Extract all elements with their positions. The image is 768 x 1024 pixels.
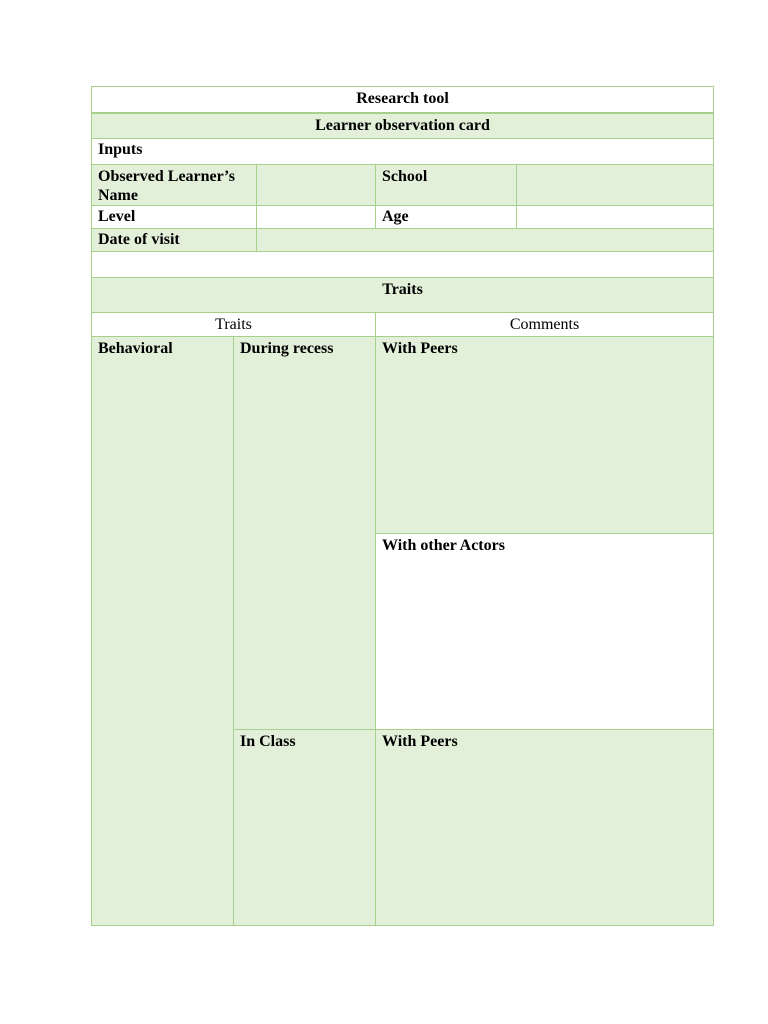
observed-name-field[interactable] (256, 164, 376, 206)
date-of-visit-field[interactable] (256, 228, 714, 252)
level-label: Level (91, 205, 257, 229)
card-subtitle: Learner observation card (91, 113, 714, 139)
research-tool-title: Research tool (91, 86, 714, 113)
age-label: Age (375, 205, 517, 229)
traits-heading: Traits (91, 277, 714, 313)
inputs-label: Inputs (91, 138, 714, 165)
comments-column-header: Comments (375, 312, 714, 337)
during-recess-label: During recess (233, 336, 376, 730)
date-of-visit-label: Date of visit (91, 228, 257, 252)
recess-with-other-actors-comment[interactable]: With other Actors (375, 533, 714, 730)
behavioral-label: Behavioral (91, 336, 234, 926)
level-field[interactable] (256, 205, 376, 229)
class-with-peers-comment[interactable]: With Peers (375, 729, 714, 926)
spacer-row (91, 251, 714, 278)
traits-column-header: Traits (91, 312, 376, 337)
school-field[interactable] (516, 164, 714, 206)
observed-name-label: Observed Learner’s Name (91, 164, 257, 206)
in-class-label: In Class (233, 729, 376, 926)
school-label: School (375, 164, 517, 206)
recess-with-peers-comment[interactable]: With Peers (375, 336, 714, 534)
age-field[interactable] (516, 205, 714, 229)
